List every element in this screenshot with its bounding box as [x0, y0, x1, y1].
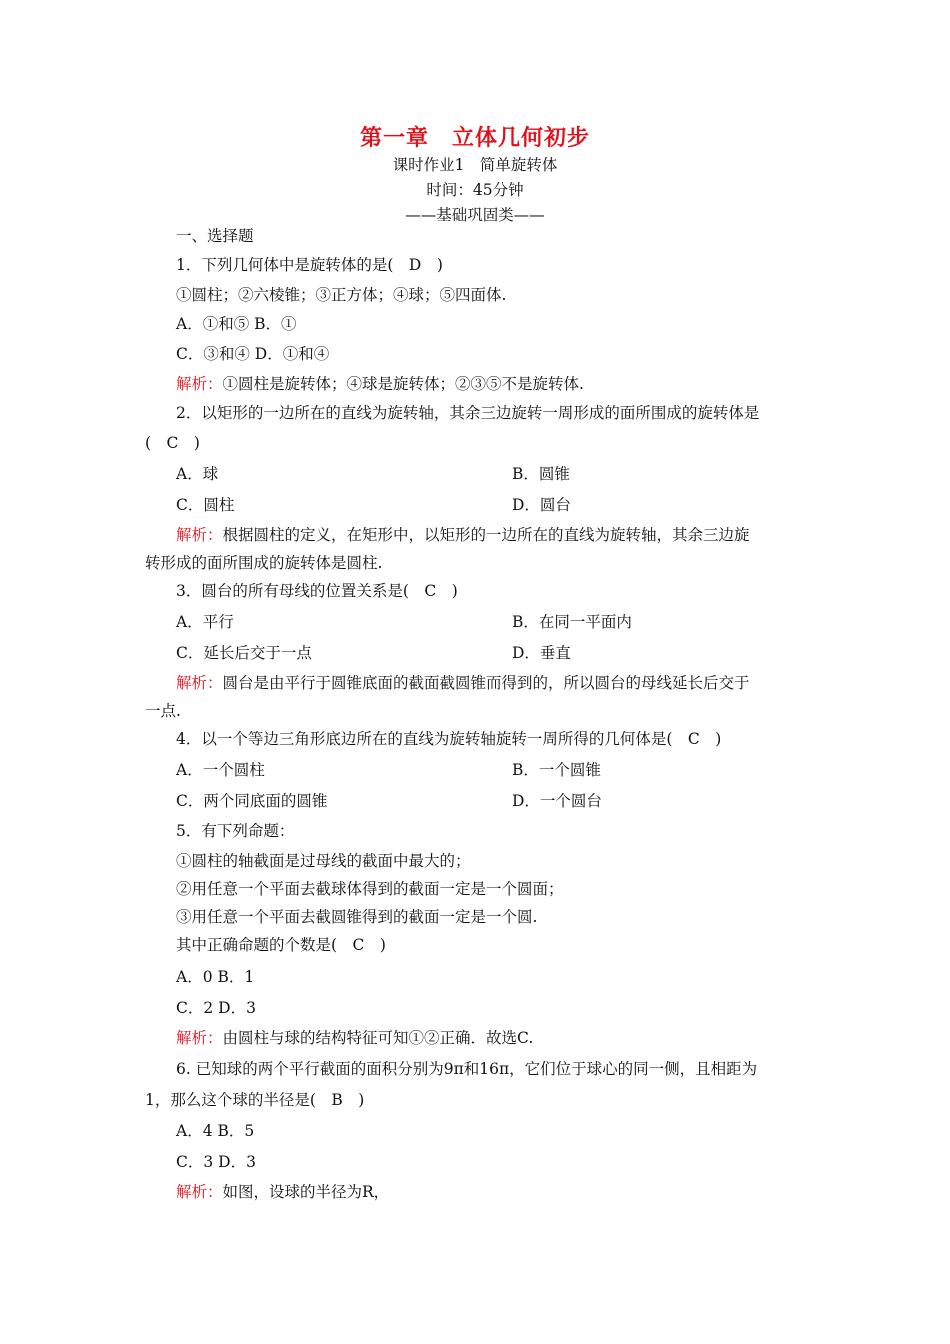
question-5-ask: 其中正确命题的个数是( C ): [176, 936, 386, 954]
question-1-explanation: [176, 374, 584, 394]
question-6-options-cd: C．3 D．3: [176, 1153, 256, 1171]
question-5-options-cd: C．2 D．3: [176, 999, 256, 1017]
question-1-stem: 1．下列几何体中是旋转体的是( D ): [176, 256, 443, 274]
part-heading: 一、选择题: [176, 227, 254, 245]
question-3-stem: 3．圆台的所有母线的位置关系是( C ): [176, 582, 458, 600]
explanation-label: 解析：: [176, 674, 223, 692]
question-3-option-d: D．垂直: [512, 644, 571, 662]
question-3-option-b: B．在同一平面内: [512, 613, 632, 631]
question-4-option-b: B．一个圆锥: [512, 761, 601, 779]
question-2-stem-line1: 2．以矩形的一边所在的直线为旋转轴，其余三边旋转一周形成的面所围成的旋转体是: [176, 404, 760, 422]
question-2-option-d: D．圆台: [512, 496, 571, 514]
question-4-option-c: C．两个同底面的圆锥: [176, 792, 328, 810]
question-2-explanation-line2: 转形成的面所围成的旋转体是圆柱.: [145, 554, 383, 572]
chapter-title: 第一章 立体几何初步: [359, 125, 590, 151]
explanation-label: 解析：: [176, 1183, 223, 1201]
question-3-option-a: A．平行: [176, 613, 234, 631]
question-5-explanation: [176, 1028, 533, 1048]
question-3-explanation-line2: 一点.: [145, 702, 181, 720]
question-3-option-c: C．延长后交于一点: [176, 644, 312, 662]
question-5-stem: 5．有下列命题：: [176, 822, 295, 840]
question-6-explanation: [176, 1182, 389, 1202]
question-2-stem-line2: ( C ): [145, 434, 200, 452]
explanation-label: 解析：: [176, 375, 223, 393]
question-2-option-c: C．圆柱: [176, 496, 235, 514]
explanation-text: 如图，设球的半径为R，: [222, 1183, 390, 1201]
explanation-text: 圆台是由平行于圆锥底面的截面截圆锥而得到的，所以圆台的母线延长后交于: [222, 674, 750, 692]
question-5-options-ab: A．0 B．1: [176, 968, 255, 986]
question-6-stem-line1: 6. 已知球的两个平行截面的面积分别为9π和16π，它们位于球心的同一侧，且相距为: [176, 1060, 758, 1078]
question-3-explanation-line1: [176, 673, 750, 693]
section-heading: ——基础巩固类——: [405, 206, 545, 224]
explanation-text: ①圆柱是旋转体；④球是旋转体；②③⑤不是旋转体.: [222, 375, 584, 393]
question-2-option-b: B．圆锥: [512, 465, 570, 483]
explanation-label: 解析：: [176, 1029, 223, 1047]
explanation-text: 由圆柱与球的结构特征可知①②正确．故选C.: [222, 1029, 534, 1047]
question-5-proposition-3: ③用任意一个平面去截圆锥得到的截面一定是一个圆.: [176, 908, 538, 926]
question-1-options-cd: C．③和④ D．①和④: [176, 345, 330, 363]
explanation-label: 解析：: [176, 526, 223, 544]
question-4-option-d: D．一个圆台: [512, 792, 602, 810]
question-4-option-a: A．一个圆柱: [176, 761, 265, 779]
homework-subtitle: 课时作业1 简单旋转体: [392, 156, 558, 174]
question-2-explanation-line1: [176, 525, 750, 545]
question-1-items: ①圆柱；②六棱锥；③正方体；④球；⑤四面体.: [176, 286, 507, 304]
question-4-stem: 4．以一个等边三角形底边所在的直线为旋转轴旋转一周所得的几何体是( C ): [176, 730, 722, 748]
question-5-proposition-2: ②用任意一个平面去截球体得到的截面一定是一个圆面；: [176, 880, 564, 898]
time-limit: 时间：45分钟: [426, 181, 524, 199]
question-5-proposition-1: ①圆柱的轴截面是过母线的截面中最大的；: [176, 852, 471, 870]
question-2-option-a: A．球: [176, 465, 219, 483]
question-6-options-ab: A．4 B．5: [176, 1122, 255, 1140]
question-6-stem-line2: 1，那么这个球的半径是( B ): [145, 1091, 365, 1109]
explanation-text: 根据圆柱的定义，在矩形中，以矩形的一边所在的直线为旋转轴，其余三边旋: [222, 526, 750, 544]
question-1-options-ab: A．①和⑤ B．①: [176, 315, 297, 333]
